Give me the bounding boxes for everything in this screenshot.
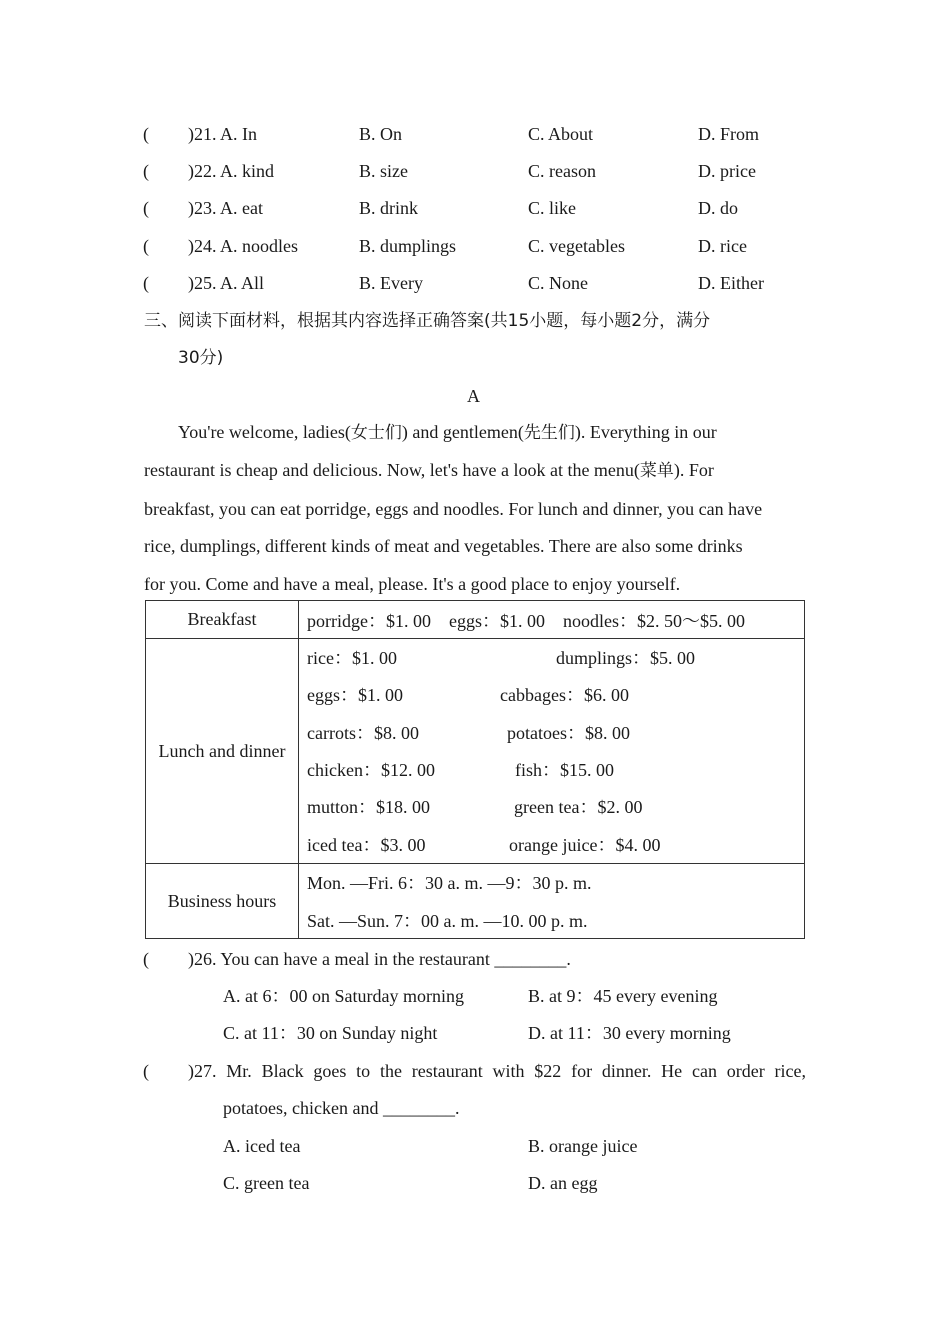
answer-paren: ( xyxy=(143,198,149,218)
lunch-dinner-items: rice：$1. 00 dumplings：$5. 00 eggs：$1. 00 cabbages：$6. 00 carrots：$8. 00 potatoes：$8. 00 chicken：$12. 00 fish：$15. 00 mutton：$18. 00 green tea：$2. 00 iced tea：$3. 00 orange juice：$4. 00 xyxy=(299,639,805,864)
question-number-option-a: )24. A. noodles xyxy=(188,236,298,256)
passage-text: You're welcome, ladies(女士们) and gentlemen(先生们). Everything in our restaurant is cheap and delicious. Now, let's have a look at the menu(菜单). For breakfast, you can eat porridge, eggs and noodles. For lunch and dinner, you can have rice, dumplings, different kinds of meat and vegetables. There are also some drinks for you. Come and have a meal, please. It's a good place to enjoy yourself. xyxy=(144,422,763,594)
option-b: B. at 9：45 every evening xyxy=(528,986,718,1006)
business-hours-label: Business hours xyxy=(146,864,299,939)
option-b: B. drink xyxy=(359,198,419,218)
answer-paren: ( xyxy=(143,273,149,293)
breakfast-items: porridge：$1. 00 eggs：$1. 00 noodles：$2. 50～$5. 00 xyxy=(299,601,805,639)
question-number-option-a: )23. A. eat xyxy=(188,198,263,218)
option-d: D. an egg xyxy=(528,1173,598,1193)
option-d: D. Either xyxy=(698,273,764,293)
question-stem: )27. Mr. Black goes to the restaurant with $22 for dinner. He can order rice, xyxy=(188,1061,806,1081)
question-row xyxy=(143,123,823,145)
question-row xyxy=(143,272,823,294)
answer-paren: ( xyxy=(143,124,149,144)
option-d: D. do xyxy=(698,198,738,218)
option-d: D. price xyxy=(698,161,756,181)
option-b: B. dumplings xyxy=(359,236,457,256)
passage-title: A xyxy=(467,386,480,406)
option-d: D. at 11：30 every morning xyxy=(528,1023,731,1043)
answer-paren: ( xyxy=(143,161,149,181)
option-d: D. rice xyxy=(698,236,747,256)
lunch-dinner-label: Lunch and dinner xyxy=(146,639,299,864)
option-c: C. About xyxy=(528,124,594,144)
question-number-option-a: )25. A. All xyxy=(188,273,265,293)
section-heading-cont: 30分) xyxy=(178,348,224,368)
option-c: C. reason xyxy=(528,161,596,181)
question-number-option-a: )22. A. kind xyxy=(188,161,275,181)
answer-paren: ( xyxy=(143,949,149,969)
breakfast-label: Breakfast xyxy=(146,601,299,639)
option-c: C. vegetables xyxy=(528,236,625,256)
option-c: C. at 11：30 on Sunday night xyxy=(223,1023,438,1043)
option-a: A. at 6：00 on Saturday morning xyxy=(223,986,464,1006)
option-d: D. From xyxy=(698,124,760,144)
question-stem: )26. You can have a meal in the restaurant ________. xyxy=(188,949,571,969)
question-stem-cont: potatoes, chicken and ________. xyxy=(223,1098,460,1118)
menu-table xyxy=(145,600,805,939)
business-hours-values: Mon. —Fri. 6：30 a. m. —9：30 p. m. Sat. —Sun. 7：00 a. m. —10. 00 p. m. xyxy=(299,864,805,939)
option-b: B. size xyxy=(359,161,408,181)
question-row xyxy=(143,160,823,182)
section-heading: 三、阅读下面材料，根据其内容选择正确答案(共15小题，每小题2分，满分 xyxy=(144,311,711,331)
answer-paren: ( xyxy=(143,1061,149,1081)
question-row xyxy=(143,235,823,257)
option-a: A. iced tea xyxy=(223,1136,301,1156)
option-b: B. orange juice xyxy=(528,1136,638,1156)
option-b: B. Every xyxy=(359,273,423,293)
option-c: C. green tea xyxy=(223,1173,310,1193)
option-b: B. On xyxy=(359,124,403,144)
option-c: C. None xyxy=(528,273,588,293)
question-number-option-a: )21. A. In xyxy=(188,124,257,144)
question-row xyxy=(143,197,823,219)
answer-paren: ( xyxy=(143,236,149,256)
option-c: C. like xyxy=(528,198,576,218)
